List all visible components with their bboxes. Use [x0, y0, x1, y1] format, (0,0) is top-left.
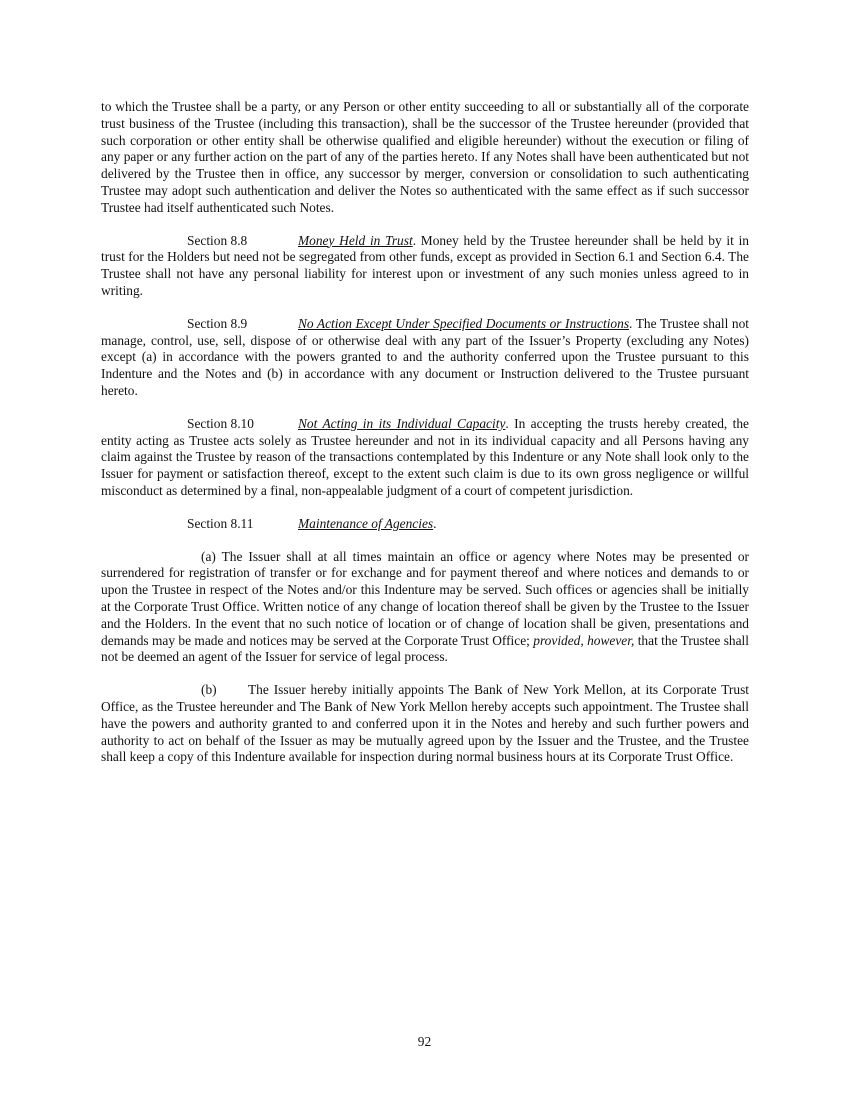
section-8-10 — [101, 416, 749, 500]
subsection-b-label: (b) — [201, 682, 217, 698]
section-body: . — [433, 515, 437, 531]
section-8-8 — [101, 233, 749, 300]
section-body: . The Trustee shall not manage, control, use, sell, dispose of or otherwise deal with any part of the Issuer’s Property (excluding any Notes) except (a) in accordance with the powers granted to and the authority conferred upon the Trustee pursuant to this Indenture and the Notes and (b) in accordance with any document or Instruction delivered to the Trustee pursuant hereto. — [101, 315, 750, 398]
subsection-b-text: The Issuer hereby initially appoints The Bank of New York Mellon, at its Corporate Trust Office, as the Trustee hereunder and The Bank of New York Mellon hereby accepts such appointment. The Trustee shall have the powers and authority granted to and conferred upon it in the Notes and hereby and such further powers and authority to act on behalf of the Issuer as may be mutually agreed upon by the Issuer and the Trustee, and the Trustee shall keep a copy of this Indenture available for inspection during normal business hours at its Corporate Trust Office. — [101, 682, 749, 765]
section-title: Money Held in Trust — [298, 232, 413, 248]
continuation-paragraph: to which the Trustee shall be a party, or any Person or other entity succeeding to all or substantially all of the corporate trust business of the Trustee (including this transaction), shall be the successor of the Trustee hereunder (provided that such corporation or other entity shall be otherwise qualified and eligible hereunder) without the execution or filing of any paper or any further action on the part of any of the parties hereto. If any Notes shall have been authenticated but not delivered by the Trustee then in office, any successor by merger, conversion or consolidation to such authenticating Trustee may adopt such authentication and deliver the Notes so authenticated with the same effect as if such successor Trustee had itself authenticated such Notes. — [101, 99, 749, 215]
section-label: Section 8.11 — [187, 515, 254, 531]
subsection-a-tail: that the Trustee shall not be deemed an agent of the Issuer for service of legal process. — [101, 632, 750, 665]
document-page — [101, 99, 749, 766]
section-title: No Action Except Under Specified Documents or Instructions — [298, 315, 630, 331]
subsection-a-italic: provided, however, — [533, 632, 635, 648]
section-label: Section 8.9 — [187, 315, 248, 331]
section-8-9 — [101, 316, 749, 400]
section-title: Not Acting in its Individual Capacity — [298, 415, 506, 431]
section-label: Section 8.10 — [187, 415, 254, 431]
subsection-a-text: (a) The Issuer shall at all times maintain an office or agency where Notes may be presented or surrendered for registration of transfer or for exchange and for payment thereof and where notices and demands to or upon the Trustee in respect of the Notes and/or this Indenture may be served. Such offices or agencies shall be initially at the Corporate Trust Office. Written notice of any change of location thereof shall be given by the Trustee to the Issuer and the Holders. In the event that no such notice of location or of change of location shall be given, presentations and demands may be made and notices may be served at the Corporate Trust Office; — [101, 548, 749, 648]
section-8-11 — [101, 516, 749, 533]
subsection-a — [101, 549, 749, 667]
page-number: 92 — [417, 1034, 432, 1049]
section-body: . In accepting the trusts hereby created, the entity acting as Trustee acts solely as Trustee hereunder and not in its individual capacity and all Persons having any claim against the Trustee by reason of the transactions contemplated by this Indenture or any Note shall look only to the Issuer for payment or satisfaction thereof, except to the extent such claim is due to its own gross negligence or willful misconduct as determined by a final, non-appealable judgment of a court of competent jurisdiction. — [101, 415, 749, 498]
section-title: Maintenance of Agencies — [298, 515, 434, 531]
section-body: . Money held by the Trustee hereunder shall be held by it in trust for the Holders but need not be segregated from other funds, except as provided in Section 6.1 and Section 6.4. The Trustee shall not have any personal liability for interest upon or investment of any such monies unless agreed to in writing. — [101, 232, 749, 298]
section-label: Section 8.8 — [187, 232, 248, 248]
subsection-b — [101, 682, 749, 766]
